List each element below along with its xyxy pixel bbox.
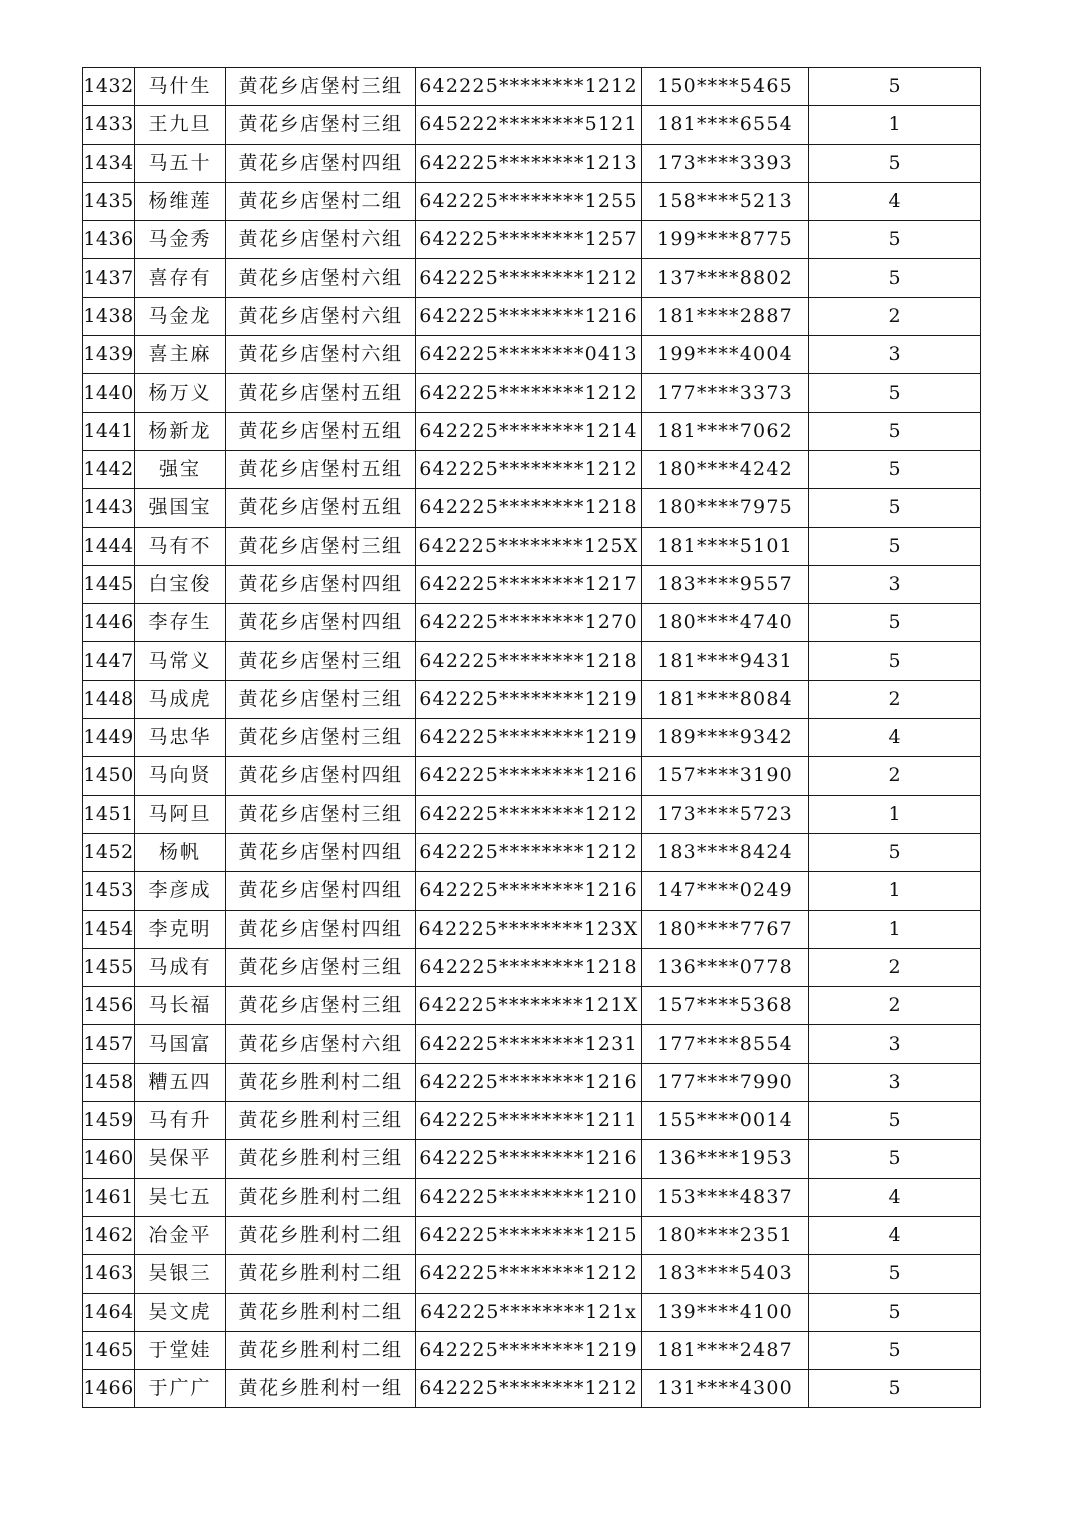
person-name-cell: 吴保平 bbox=[135, 1140, 226, 1178]
table-row bbox=[83, 1102, 981, 1140]
address-cell: 黄花乡店堡村四组 bbox=[226, 604, 416, 642]
person-name-cell: 马金龙 bbox=[135, 297, 226, 335]
id-number-cell: 642225********1212 bbox=[416, 1255, 642, 1293]
row-number-cell: 1436 bbox=[83, 221, 135, 259]
id-number-cell: 642225********1210 bbox=[416, 1178, 642, 1216]
household-count-cell: 4 bbox=[809, 1216, 981, 1254]
table-row bbox=[83, 910, 981, 948]
household-count-cell: 3 bbox=[809, 565, 981, 603]
roster-body bbox=[83, 68, 981, 1408]
id-number-cell: 642225********1218 bbox=[416, 489, 642, 527]
household-count-cell: 5 bbox=[809, 412, 981, 450]
person-name-cell: 李彦成 bbox=[135, 872, 226, 910]
phone-number-cell: 183****5403 bbox=[642, 1255, 809, 1293]
row-number-cell: 1443 bbox=[83, 489, 135, 527]
id-number-cell: 642225********1212 bbox=[416, 833, 642, 871]
address-cell: 黄花乡胜利村二组 bbox=[226, 1216, 416, 1254]
row-number-cell: 1461 bbox=[83, 1178, 135, 1216]
person-name-cell: 杨新龙 bbox=[135, 412, 226, 450]
household-count-cell: 5 bbox=[809, 1255, 981, 1293]
phone-number-cell: 139****4100 bbox=[642, 1293, 809, 1331]
phone-number-cell: 177****7990 bbox=[642, 1063, 809, 1101]
phone-number-cell: 157****3190 bbox=[642, 757, 809, 795]
address-cell: 黄花乡店堡村二组 bbox=[226, 182, 416, 220]
household-count-cell: 5 bbox=[809, 527, 981, 565]
table-row bbox=[83, 68, 981, 106]
phone-number-cell: 181****2487 bbox=[642, 1331, 809, 1369]
household-count-cell: 5 bbox=[809, 259, 981, 297]
table-row bbox=[83, 527, 981, 565]
row-number-cell: 1456 bbox=[83, 987, 135, 1025]
phone-number-cell: 180****2351 bbox=[642, 1216, 809, 1254]
person-name-cell: 马成有 bbox=[135, 948, 226, 986]
table-row bbox=[83, 987, 981, 1025]
table-row bbox=[83, 412, 981, 450]
row-number-cell: 1448 bbox=[83, 680, 135, 718]
household-count-cell: 5 bbox=[809, 489, 981, 527]
person-name-cell: 白宝俊 bbox=[135, 565, 226, 603]
address-cell: 黄花乡店堡村五组 bbox=[226, 374, 416, 412]
household-count-cell: 5 bbox=[809, 450, 981, 488]
person-name-cell: 王九旦 bbox=[135, 106, 226, 144]
table-row bbox=[83, 450, 981, 488]
person-name-cell: 吴银三 bbox=[135, 1255, 226, 1293]
household-count-cell: 5 bbox=[809, 604, 981, 642]
id-number-cell: 642225********1219 bbox=[416, 1331, 642, 1369]
id-number-cell: 642225********1216 bbox=[416, 1063, 642, 1101]
household-count-cell: 5 bbox=[809, 1293, 981, 1331]
row-number-cell: 1440 bbox=[83, 374, 135, 412]
id-number-cell: 642225********1218 bbox=[416, 642, 642, 680]
person-name-cell: 杨帆 bbox=[135, 833, 226, 871]
table-row bbox=[83, 1293, 981, 1331]
row-number-cell: 1438 bbox=[83, 297, 135, 335]
row-number-cell: 1465 bbox=[83, 1331, 135, 1369]
person-name-cell: 杨维莲 bbox=[135, 182, 226, 220]
address-cell: 黄花乡店堡村三组 bbox=[226, 680, 416, 718]
address-cell: 黄花乡店堡村四组 bbox=[226, 565, 416, 603]
phone-number-cell: 137****8802 bbox=[642, 259, 809, 297]
table-row bbox=[83, 1331, 981, 1369]
address-cell: 黄花乡胜利村二组 bbox=[226, 1331, 416, 1369]
address-cell: 黄花乡胜利村二组 bbox=[226, 1063, 416, 1101]
row-number-cell: 1434 bbox=[83, 144, 135, 182]
id-number-cell: 642225********1214 bbox=[416, 412, 642, 450]
address-cell: 黄花乡胜利村二组 bbox=[226, 1178, 416, 1216]
row-number-cell: 1449 bbox=[83, 719, 135, 757]
address-cell: 黄花乡店堡村三组 bbox=[226, 642, 416, 680]
phone-number-cell: 150****5465 bbox=[642, 68, 809, 106]
address-cell: 黄花乡店堡村五组 bbox=[226, 489, 416, 527]
household-count-cell: 2 bbox=[809, 757, 981, 795]
id-number-cell: 642225********121x bbox=[416, 1293, 642, 1331]
table-row bbox=[83, 182, 981, 220]
phone-number-cell: 173****3393 bbox=[642, 144, 809, 182]
phone-number-cell: 181****6554 bbox=[642, 106, 809, 144]
table-row bbox=[83, 719, 981, 757]
household-count-cell: 4 bbox=[809, 182, 981, 220]
address-cell: 黄花乡店堡村六组 bbox=[226, 336, 416, 374]
phone-number-cell: 157****5368 bbox=[642, 987, 809, 1025]
phone-number-cell: 199****4004 bbox=[642, 336, 809, 374]
household-count-cell: 5 bbox=[809, 1102, 981, 1140]
row-number-cell: 1453 bbox=[83, 872, 135, 910]
household-count-cell: 1 bbox=[809, 910, 981, 948]
table-row bbox=[83, 1063, 981, 1101]
person-name-cell: 冶金平 bbox=[135, 1216, 226, 1254]
row-number-cell: 1455 bbox=[83, 948, 135, 986]
person-name-cell: 吴文虎 bbox=[135, 1293, 226, 1331]
household-count-cell: 5 bbox=[809, 68, 981, 106]
person-name-cell: 马金秀 bbox=[135, 221, 226, 259]
id-number-cell: 642225********1219 bbox=[416, 719, 642, 757]
table-row bbox=[83, 489, 981, 527]
table-row bbox=[83, 795, 981, 833]
person-name-cell: 马忠华 bbox=[135, 719, 226, 757]
id-number-cell: 642225********1219 bbox=[416, 680, 642, 718]
id-number-cell: 642225********1270 bbox=[416, 604, 642, 642]
row-number-cell: 1466 bbox=[83, 1370, 135, 1408]
address-cell: 黄花乡店堡村六组 bbox=[226, 259, 416, 297]
address-cell: 黄花乡店堡村四组 bbox=[226, 872, 416, 910]
phone-number-cell: 177****8554 bbox=[642, 1025, 809, 1063]
id-number-cell: 642225********123X bbox=[416, 910, 642, 948]
phone-number-cell: 199****8775 bbox=[642, 221, 809, 259]
id-number-cell: 642225********1212 bbox=[416, 68, 642, 106]
row-number-cell: 1432 bbox=[83, 68, 135, 106]
id-number-cell: 642225********1213 bbox=[416, 144, 642, 182]
table-row bbox=[83, 872, 981, 910]
table-row bbox=[83, 144, 981, 182]
household-count-cell: 5 bbox=[809, 833, 981, 871]
id-number-cell: 642225********0413 bbox=[416, 336, 642, 374]
person-name-cell: 喜主麻 bbox=[135, 336, 226, 374]
id-number-cell: 642225********1255 bbox=[416, 182, 642, 220]
household-count-cell: 1 bbox=[809, 795, 981, 833]
person-name-cell: 马五十 bbox=[135, 144, 226, 182]
address-cell: 黄花乡店堡村四组 bbox=[226, 757, 416, 795]
address-cell: 黄花乡胜利村三组 bbox=[226, 1102, 416, 1140]
id-number-cell: 642225********1216 bbox=[416, 297, 642, 335]
address-cell: 黄花乡店堡村五组 bbox=[226, 412, 416, 450]
phone-number-cell: 177****3373 bbox=[642, 374, 809, 412]
phone-number-cell: 181****7062 bbox=[642, 412, 809, 450]
phone-number-cell: 183****9557 bbox=[642, 565, 809, 603]
table-row bbox=[83, 604, 981, 642]
person-name-cell: 马长福 bbox=[135, 987, 226, 1025]
id-number-cell: 642225********1231 bbox=[416, 1025, 642, 1063]
household-count-cell: 5 bbox=[809, 144, 981, 182]
id-number-cell: 642225********121X bbox=[416, 987, 642, 1025]
household-count-cell: 3 bbox=[809, 336, 981, 374]
person-name-cell: 强宝 bbox=[135, 450, 226, 488]
household-count-cell: 1 bbox=[809, 872, 981, 910]
table-row bbox=[83, 1178, 981, 1216]
household-count-cell: 5 bbox=[809, 1370, 981, 1408]
row-number-cell: 1439 bbox=[83, 336, 135, 374]
id-number-cell: 642225********1216 bbox=[416, 872, 642, 910]
id-number-cell: 642225********1211 bbox=[416, 1102, 642, 1140]
row-number-cell: 1446 bbox=[83, 604, 135, 642]
row-number-cell: 1433 bbox=[83, 106, 135, 144]
row-number-cell: 1460 bbox=[83, 1140, 135, 1178]
household-count-cell: 5 bbox=[809, 1140, 981, 1178]
person-name-cell: 马成虎 bbox=[135, 680, 226, 718]
table-row bbox=[83, 1216, 981, 1254]
id-number-cell: 645222********5121 bbox=[416, 106, 642, 144]
table-row bbox=[83, 221, 981, 259]
table-row bbox=[83, 565, 981, 603]
row-number-cell: 1444 bbox=[83, 527, 135, 565]
address-cell: 黄花乡店堡村三组 bbox=[226, 795, 416, 833]
id-number-cell: 642225********125X bbox=[416, 527, 642, 565]
id-number-cell: 642225********1212 bbox=[416, 374, 642, 412]
row-number-cell: 1462 bbox=[83, 1216, 135, 1254]
household-count-cell: 3 bbox=[809, 1063, 981, 1101]
phone-number-cell: 180****7767 bbox=[642, 910, 809, 948]
person-name-cell: 马什生 bbox=[135, 68, 226, 106]
household-count-cell: 5 bbox=[809, 374, 981, 412]
person-name-cell: 强国宝 bbox=[135, 489, 226, 527]
household-count-cell: 5 bbox=[809, 642, 981, 680]
row-number-cell: 1450 bbox=[83, 757, 135, 795]
household-count-cell: 2 bbox=[809, 297, 981, 335]
address-cell: 黄花乡店堡村三组 bbox=[226, 948, 416, 986]
household-count-cell: 5 bbox=[809, 1331, 981, 1369]
table-row bbox=[83, 1025, 981, 1063]
address-cell: 黄花乡店堡村三组 bbox=[226, 68, 416, 106]
id-number-cell: 642225********1217 bbox=[416, 565, 642, 603]
row-number-cell: 1459 bbox=[83, 1102, 135, 1140]
row-number-cell: 1447 bbox=[83, 642, 135, 680]
person-name-cell: 马国富 bbox=[135, 1025, 226, 1063]
person-name-cell: 于堂娃 bbox=[135, 1331, 226, 1369]
address-cell: 黄花乡店堡村三组 bbox=[226, 527, 416, 565]
address-cell: 黄花乡胜利村一组 bbox=[226, 1370, 416, 1408]
phone-number-cell: 147****0249 bbox=[642, 872, 809, 910]
id-number-cell: 642225********1212 bbox=[416, 1370, 642, 1408]
phone-number-cell: 131****4300 bbox=[642, 1370, 809, 1408]
table-row bbox=[83, 948, 981, 986]
row-number-cell: 1457 bbox=[83, 1025, 135, 1063]
row-number-cell: 1442 bbox=[83, 450, 135, 488]
phone-number-cell: 183****8424 bbox=[642, 833, 809, 871]
household-count-cell: 4 bbox=[809, 1178, 981, 1216]
row-number-cell: 1452 bbox=[83, 833, 135, 871]
table-row bbox=[83, 833, 981, 871]
row-number-cell: 1458 bbox=[83, 1063, 135, 1101]
table-row bbox=[83, 106, 981, 144]
person-name-cell: 杨万义 bbox=[135, 374, 226, 412]
person-name-cell: 马有升 bbox=[135, 1102, 226, 1140]
phone-number-cell: 189****9342 bbox=[642, 719, 809, 757]
person-name-cell: 于广广 bbox=[135, 1370, 226, 1408]
phone-number-cell: 180****4242 bbox=[642, 450, 809, 488]
person-name-cell: 马阿旦 bbox=[135, 795, 226, 833]
address-cell: 黄花乡店堡村三组 bbox=[226, 106, 416, 144]
table-row bbox=[83, 1370, 981, 1408]
address-cell: 黄花乡店堡村六组 bbox=[226, 221, 416, 259]
person-name-cell: 李克明 bbox=[135, 910, 226, 948]
table-row bbox=[83, 680, 981, 718]
phone-number-cell: 181****9431 bbox=[642, 642, 809, 680]
person-name-cell: 糟五四 bbox=[135, 1063, 226, 1101]
row-number-cell: 1463 bbox=[83, 1255, 135, 1293]
address-cell: 黄花乡店堡村三组 bbox=[226, 719, 416, 757]
table-row bbox=[83, 374, 981, 412]
household-count-cell: 3 bbox=[809, 1025, 981, 1063]
id-number-cell: 642225********1212 bbox=[416, 259, 642, 297]
table-row bbox=[83, 297, 981, 335]
person-name-cell: 李存生 bbox=[135, 604, 226, 642]
household-count-cell: 4 bbox=[809, 719, 981, 757]
id-number-cell: 642225********1218 bbox=[416, 948, 642, 986]
household-count-cell: 2 bbox=[809, 987, 981, 1025]
id-number-cell: 642225********1216 bbox=[416, 757, 642, 795]
id-number-cell: 642225********1215 bbox=[416, 1216, 642, 1254]
address-cell: 黄花乡店堡村六组 bbox=[226, 1025, 416, 1063]
person-name-cell: 喜存有 bbox=[135, 259, 226, 297]
id-number-cell: 642225********1212 bbox=[416, 795, 642, 833]
phone-number-cell: 173****5723 bbox=[642, 795, 809, 833]
row-number-cell: 1437 bbox=[83, 259, 135, 297]
address-cell: 黄花乡店堡村四组 bbox=[226, 910, 416, 948]
address-cell: 黄花乡店堡村三组 bbox=[226, 987, 416, 1025]
phone-number-cell: 180****7975 bbox=[642, 489, 809, 527]
phone-number-cell: 153****4837 bbox=[642, 1178, 809, 1216]
address-cell: 黄花乡胜利村三组 bbox=[226, 1140, 416, 1178]
row-number-cell: 1454 bbox=[83, 910, 135, 948]
id-number-cell: 642225********1257 bbox=[416, 221, 642, 259]
phone-number-cell: 181****2887 bbox=[642, 297, 809, 335]
table-row bbox=[83, 1255, 981, 1293]
household-count-cell: 1 bbox=[809, 106, 981, 144]
phone-number-cell: 136****0778 bbox=[642, 948, 809, 986]
person-name-cell: 马向贤 bbox=[135, 757, 226, 795]
phone-number-cell: 158****5213 bbox=[642, 182, 809, 220]
table-row bbox=[83, 259, 981, 297]
row-number-cell: 1445 bbox=[83, 565, 135, 603]
address-cell: 黄花乡胜利村二组 bbox=[226, 1255, 416, 1293]
row-number-cell: 1464 bbox=[83, 1293, 135, 1331]
address-cell: 黄花乡店堡村四组 bbox=[226, 833, 416, 871]
household-count-cell: 5 bbox=[809, 221, 981, 259]
table-row bbox=[83, 336, 981, 374]
person-name-cell: 马常义 bbox=[135, 642, 226, 680]
person-name-cell: 马有不 bbox=[135, 527, 226, 565]
roster-table bbox=[82, 67, 981, 1408]
address-cell: 黄花乡店堡村五组 bbox=[226, 450, 416, 488]
phone-number-cell: 180****4740 bbox=[642, 604, 809, 642]
phone-number-cell: 136****1953 bbox=[642, 1140, 809, 1178]
person-name-cell: 吴七五 bbox=[135, 1178, 226, 1216]
phone-number-cell: 181****8084 bbox=[642, 680, 809, 718]
household-count-cell: 2 bbox=[809, 948, 981, 986]
table-row bbox=[83, 642, 981, 680]
household-count-cell: 2 bbox=[809, 680, 981, 718]
id-number-cell: 642225********1212 bbox=[416, 450, 642, 488]
address-cell: 黄花乡胜利村二组 bbox=[226, 1293, 416, 1331]
phone-number-cell: 155****0014 bbox=[642, 1102, 809, 1140]
address-cell: 黄花乡店堡村六组 bbox=[226, 297, 416, 335]
table-row bbox=[83, 757, 981, 795]
phone-number-cell: 181****5101 bbox=[642, 527, 809, 565]
id-number-cell: 642225********1216 bbox=[416, 1140, 642, 1178]
row-number-cell: 1451 bbox=[83, 795, 135, 833]
address-cell: 黄花乡店堡村四组 bbox=[226, 144, 416, 182]
table-row bbox=[83, 1140, 981, 1178]
row-number-cell: 1435 bbox=[83, 182, 135, 220]
row-number-cell: 1441 bbox=[83, 412, 135, 450]
